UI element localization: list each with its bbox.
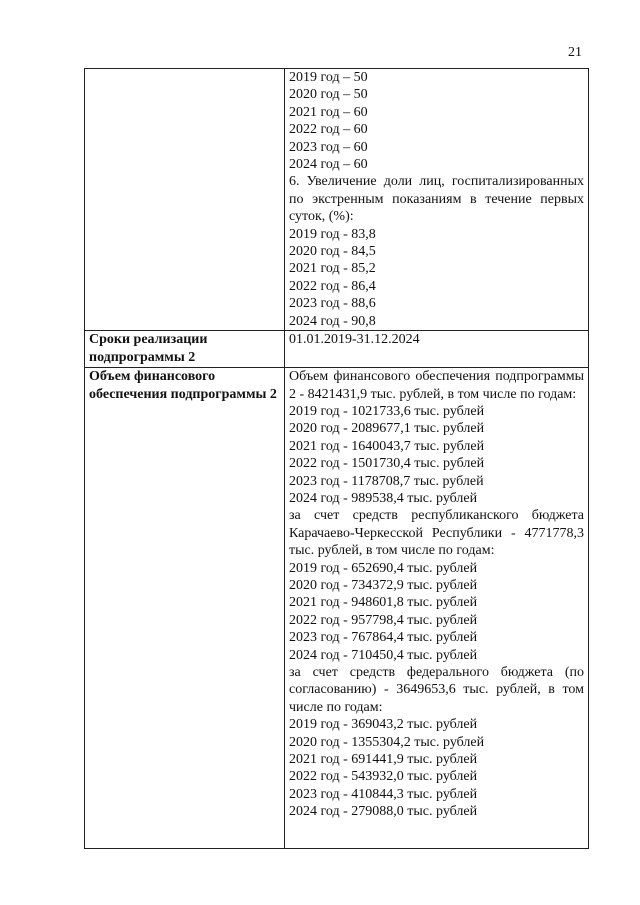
indicator-year-line: 2022 год – 60 xyxy=(289,122,368,138)
financing-federal-year: 2024 год - 279088,0 тыс. рублей xyxy=(289,804,478,820)
row-value-terms: 01.01.2019-31.12.2024 xyxy=(285,331,589,368)
financing-regional-year: 2019 год - 652690,4 тыс. рублей xyxy=(289,560,478,576)
row-label-empty xyxy=(85,69,285,331)
indicator-6-value: 2022 год - 86,4 xyxy=(289,278,376,294)
indicator-6-value: 2019 год - 83,8 xyxy=(289,226,376,242)
financing-total-year: 2019 год - 1021733,6 тыс. рублей xyxy=(289,403,485,419)
indicator-6-value: 2023 год - 88,6 xyxy=(289,296,376,312)
financing-total-year: 2023 год - 1178708,7 тыс. рублей xyxy=(289,473,484,489)
indicator-6-value: 2024 год - 90,8 xyxy=(289,313,376,329)
financing-total-year: 2024 год - 989538,4 тыс. рублей xyxy=(289,490,478,506)
table-row xyxy=(85,368,589,849)
financing-total-year: 2021 год - 1640043,7 тыс. рублей xyxy=(289,438,485,454)
indicator-6-value: 2020 год - 84,5 xyxy=(289,244,376,260)
financing-federal-year: 2022 год - 543932,0 тыс. рублей xyxy=(289,769,478,785)
row-value-financing xyxy=(285,368,589,849)
financing-total-text: Объем финансового обеспечения подпрограммы 2 - 8421431,9 тыс. рублей, в том числе по годам: xyxy=(289,369,584,402)
financing-regional-text: за счет средств республиканского бюджета Карачаево-Черкесской Республики - 4771778,3 тыс. рублей, в том числе по годам: xyxy=(289,508,584,559)
passport-table xyxy=(84,68,589,849)
financing-federal-year: 2019 год - 369043,2 тыс. рублей xyxy=(289,717,478,733)
financing-regional-year: 2021 год - 948601,8 тыс. рублей xyxy=(289,595,478,611)
indicator-year-line: 2023 год – 60 xyxy=(289,139,368,155)
table-row xyxy=(85,69,589,331)
financing-total-year: 2022 год - 1501730,4 тыс. рублей xyxy=(289,456,485,472)
row-value-indicators xyxy=(285,69,589,331)
financing-regional-year: 2024 год - 710450,4 тыс. рублей xyxy=(289,647,478,663)
row-label-terms: Сроки реализации подпрограммы 2 xyxy=(85,331,285,368)
financing-regional-year: 2020 год - 734372,9 тыс. рублей xyxy=(289,577,478,593)
financing-regional-year: 2023 год - 767864,4 тыс. рублей xyxy=(289,630,478,646)
indicator-year-line: 2020 год – 50 xyxy=(289,87,368,103)
indicator-year-line: 2024 год – 60 xyxy=(289,157,368,173)
financing-regional-year: 2022 год - 957798,4 тыс. рублей xyxy=(289,612,478,628)
financing-total-year: 2020 год - 2089677,1 тыс. рублей xyxy=(289,421,485,437)
financing-federal-year: 2023 год - 410844,3 тыс. рублей xyxy=(289,786,478,802)
financing-federal-text: за счет средств федерального бюджета (по согласованию) - 3649653,6 тыс. рублей, в том числе по годам: xyxy=(289,665,584,715)
table-row xyxy=(85,331,589,368)
indicator-6-value: 2021 год - 85,2 xyxy=(289,261,376,277)
indicator-year-line: 2021 год – 60 xyxy=(289,104,368,120)
page-number: 21 xyxy=(568,45,582,60)
indicator-6-text: 6. Увеличение доли лиц, госпитализированных по экстренным показаниям в течение первых суток, (%): xyxy=(289,174,584,225)
row-label-financing: Объем финансового обеспечения подпрограммы 2 xyxy=(85,368,285,849)
financing-federal-year: 2020 год - 1355304,2 тыс. рублей xyxy=(289,734,485,750)
financing-federal-year: 2021 год - 691441,9 тыс. рублей xyxy=(289,752,478,768)
indicator-year-line: 2019 год – 50 xyxy=(289,70,368,85)
